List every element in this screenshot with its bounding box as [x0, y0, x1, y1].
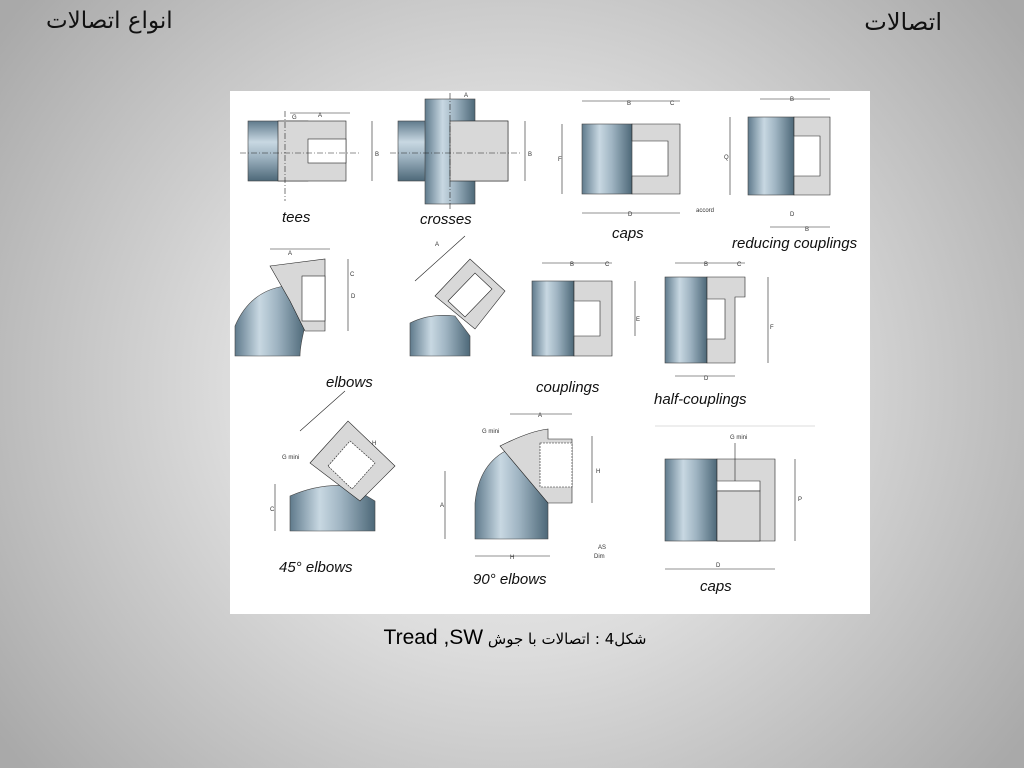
label-90-elbows: 90° elbows [473, 571, 547, 588]
dim-label-p: P [798, 497, 803, 503]
dim-label-c: C [270, 507, 275, 513]
label-couplings: couplings [536, 379, 600, 396]
slide-subtitle: انواع اتصالات [46, 8, 173, 34]
reducing-coupling-drawing [730, 99, 830, 227]
dim-label-d: D [790, 212, 795, 218]
dim-label-a: A [288, 251, 293, 257]
dim-note-as: AS [598, 545, 607, 551]
elbow-45-small-drawing [410, 236, 505, 356]
dim-label-a: A [538, 413, 543, 419]
label-half-couplings: half-couplings [654, 391, 747, 408]
slide-title: اتصالات [864, 8, 942, 36]
dim-label-c: C [350, 272, 355, 278]
dim-label-g-mini: G mini [730, 435, 748, 441]
label-tees: tees [282, 209, 311, 226]
dim-label-a: A [464, 93, 469, 99]
label-reducing-couplings: reducing couplings [732, 235, 858, 252]
dim-label-a: A [440, 503, 445, 509]
dim-label-g-mini: G mini [282, 455, 300, 461]
dim-note-accord: accord [696, 208, 715, 214]
half-coupling-drawing [665, 263, 768, 376]
label-45-elbows: 45° elbows [279, 559, 353, 576]
tee-fitting-drawing [240, 111, 372, 201]
caption-persian: شکل4 : اتصالات با جوش [487, 630, 647, 648]
cap-top-drawing [562, 101, 680, 213]
dim-label-d: D [628, 212, 633, 218]
dim-label-d: D [351, 294, 356, 300]
dim-label-b: B [704, 262, 709, 268]
dim-label-b: B [790, 97, 795, 103]
dim-label-f: F [770, 325, 774, 331]
dim-label-c: C [737, 262, 742, 268]
caption-latin: Tread ,SW [383, 626, 484, 649]
dim-label-h: H [510, 555, 515, 561]
fittings-illustration [230, 91, 870, 614]
dim-label-b: B [570, 262, 575, 268]
figure-caption [0, 626, 1024, 650]
dim-label-f: F [558, 157, 562, 163]
dim-label-b: B [528, 152, 533, 158]
cap-threaded-drawing [655, 426, 815, 569]
dim-label-b: B [805, 227, 810, 233]
dim-label-a: A [318, 113, 323, 119]
dim-label-q: Q [724, 155, 729, 161]
dim-label-a: A [435, 242, 440, 248]
dim-note-dim: Dim [594, 554, 605, 560]
elbow-90-threaded-drawing [445, 414, 592, 556]
cross-fitting-drawing [390, 93, 525, 209]
label-crosses: crosses [420, 211, 472, 228]
dim-label-g-mini: G mini [482, 429, 500, 435]
dim-label-h: H [596, 469, 601, 475]
dim-label-g: G [292, 115, 297, 121]
dim-label-c: C [670, 101, 675, 107]
dim-label-b: B [375, 152, 380, 158]
dim-label-d: D [716, 563, 721, 569]
dim-label-c: C [605, 262, 610, 268]
coupling-drawing [532, 263, 635, 356]
label-caps-top: caps [612, 225, 644, 242]
fittings-diagram [230, 91, 870, 614]
label-elbows: elbows [326, 374, 373, 391]
dim-label-d: D [704, 376, 709, 382]
elbow-90-small-drawing [235, 249, 348, 356]
elbow-45-threaded-drawing [275, 391, 395, 531]
dim-label-e: E [636, 317, 641, 323]
dim-label-h: H [372, 441, 377, 447]
dim-label-b: B [627, 101, 632, 107]
label-caps-bottom: caps [700, 578, 732, 595]
